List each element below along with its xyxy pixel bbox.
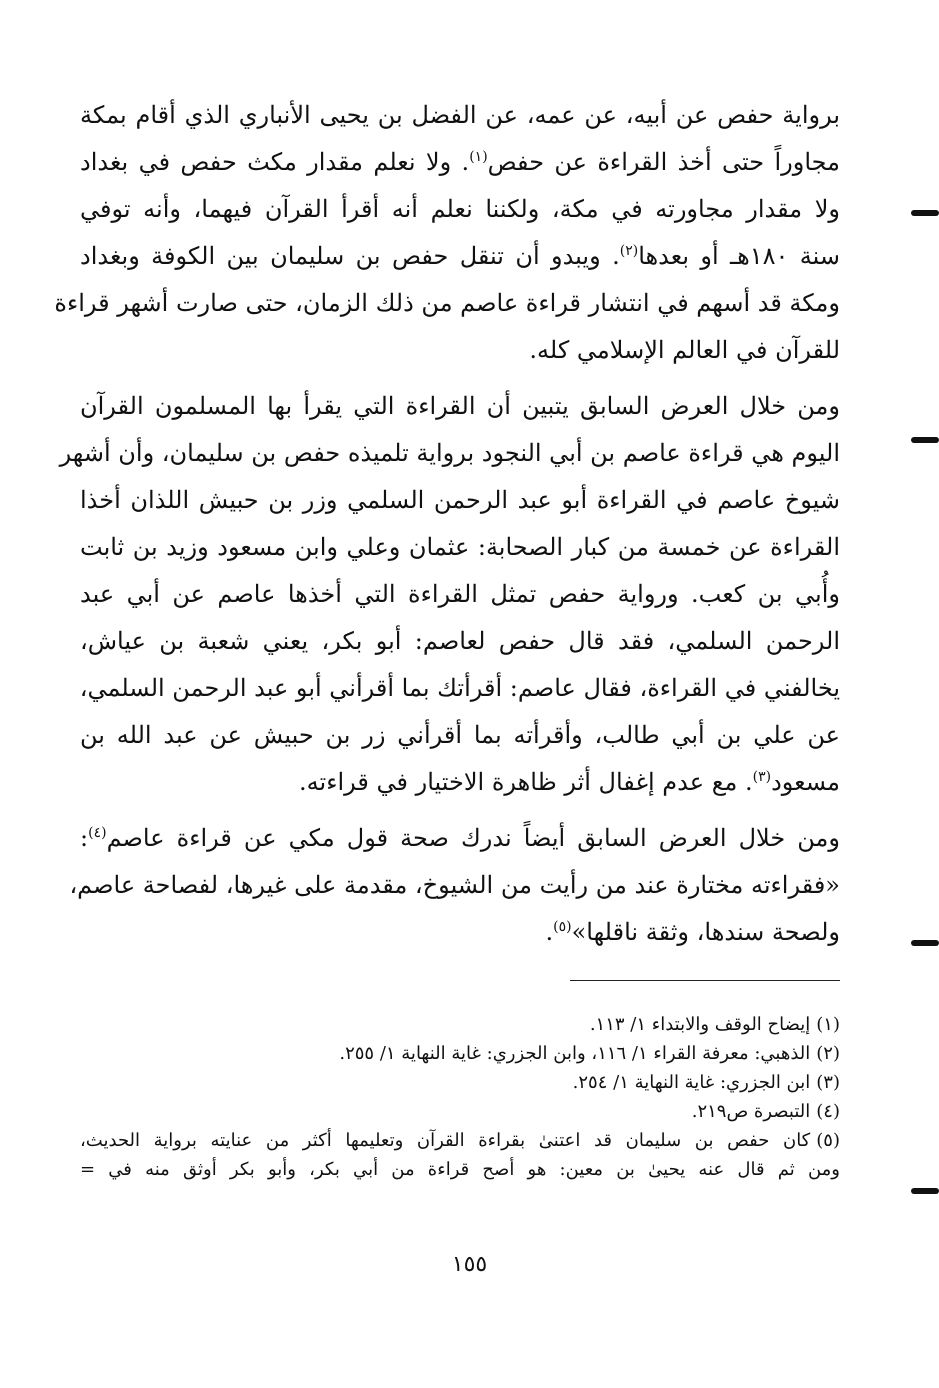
text-segment: . ويبدو أن تنقل حفص بن سليمان بين الكوفة وبغداد bbox=[80, 242, 620, 270]
footnote-number: (١) bbox=[816, 1014, 840, 1035]
footnote-ref: (٥) bbox=[553, 919, 572, 935]
text-line: وأُبي بن كعب. ورواية حفص تمثل القراءة التي أخذها عاصم عن أبي عبد bbox=[80, 580, 840, 608]
footnotes bbox=[80, 1010, 840, 1184]
footnote-ref: (٤) bbox=[88, 825, 107, 841]
footnote-number: (٥) bbox=[816, 1130, 840, 1151]
text-segment: ومن خلال العرض السابق أيضاً ندرك صحة قول مكي عن قراءة عاصم bbox=[106, 824, 840, 852]
footnote-item bbox=[80, 1068, 840, 1097]
footnote-item bbox=[80, 1097, 840, 1126]
text-line: يخالفني في القراءة، فقال عاصم: أقرأتك بما أقرأني أبو عبد الرحمن السلمي، bbox=[79, 674, 840, 702]
footnote-item bbox=[80, 1039, 840, 1068]
margin-mark bbox=[911, 210, 939, 216]
footnote-text: ابن الجزري: غاية النهاية ١/ ٢٥٤. bbox=[572, 1072, 811, 1093]
footnote-ref: (١) bbox=[469, 149, 488, 165]
text-line: «فقراءته مختارة عند من رأيت من الشيوخ، مقدمة على غيرها، لفصاحة عاصم، bbox=[69, 871, 840, 899]
text-segment: سنة ١٨٠هـ أو بعدها bbox=[638, 242, 841, 270]
text-segment: مجاوراً حتى أخذ القراءة عن حفص bbox=[487, 148, 840, 176]
footnote-ref: (٣) bbox=[752, 769, 772, 785]
footnote-text: الذهبي: معرفة القراء ١/ ١١٦، وابن الجزري: غاية النهاية ١/ ٢٥٥. bbox=[339, 1043, 811, 1064]
text-line bbox=[80, 815, 840, 862]
text-segment: ولصحة سندها، وثقة ناقلها» bbox=[571, 918, 840, 946]
text-line: للقرآن في العالم الإسلامي كله. bbox=[529, 336, 840, 364]
page-number: ١٥٥ bbox=[451, 1252, 488, 1277]
footnote-text: كان حفص بن سليمان قد اعتنىٰ بقراءة القرآن وتعليمها أكثر من عنايته برواية الحديث، bbox=[80, 1130, 811, 1151]
text-segment: . ولا نعلم مقدار مكث حفص في بغداد bbox=[80, 148, 470, 176]
text-line: ومن خلال العرض السابق يتبين أن القراءة التي يقرأ بها المسلمون القرآن bbox=[80, 392, 840, 420]
text-segment: . bbox=[545, 918, 554, 946]
margin-mark bbox=[911, 437, 939, 443]
margin-mark bbox=[911, 1188, 939, 1194]
margin-mark bbox=[911, 940, 939, 946]
footnote-item bbox=[80, 1126, 840, 1155]
text-line: ولا مقدار مجاورته في مكة، ولكننا نعلم أنه أقرأ القرآن فيهما، وأنه توفي bbox=[80, 195, 840, 223]
footnote-item bbox=[80, 1010, 840, 1039]
footnote-continuation: ومن ثم قال عنه يحيىٰ بن معين: هو أصح قراءة من أبي بكر، وأبو بكر أوثق منه في = bbox=[80, 1159, 840, 1180]
text-line: الرحمن السلمي، فقد قال حفص لعاصم: أبو بكر، يعني شعبة بن عياش، bbox=[80, 627, 840, 655]
text-line bbox=[80, 233, 840, 280]
text-line bbox=[80, 909, 840, 956]
text-line bbox=[80, 139, 840, 186]
footnote-text: إيضاح الوقف والابتداء ١/ ١١٣. bbox=[589, 1014, 811, 1035]
text-line: برواية حفص عن أبيه، عن عمه، عن الفضل بن يحيى الأنباري الذي أقام بمكة bbox=[80, 101, 840, 129]
text-line: اليوم هي قراءة عاصم بن أبي النجود برواية تلميذه حفص بن سليمان، وأن أشهر bbox=[59, 439, 840, 467]
footnote-number: (٣) bbox=[816, 1072, 840, 1093]
footnote-separator bbox=[570, 980, 840, 981]
footnote-number: (٢) bbox=[816, 1043, 840, 1064]
text-line: شيوخ عاصم في القراءة أبو عبد الرحمن السلمي وزر بن حبيش اللذان أخذا bbox=[80, 486, 840, 514]
footnote-ref: (٢) bbox=[619, 243, 639, 259]
text-line: عن علي بن أبي طالب، وأقرأته بما أقرأني زر بن حبيش عن عبد الله بن bbox=[80, 721, 840, 749]
text-line: القراءة عن خمسة من كبار الصحابة: عثمان وعلي وابن مسعود وزيد بن ثابت bbox=[80, 533, 840, 561]
text-line bbox=[80, 759, 840, 806]
main-text bbox=[54, 92, 841, 956]
text-segment: : bbox=[80, 824, 89, 852]
footnote-text: التبصرة ص٢١٩. bbox=[691, 1101, 811, 1122]
text-segment: . مع عدم إغفال أثر ظاهرة الاختيار في قراءته. bbox=[299, 768, 753, 796]
text-segment: مسعود bbox=[771, 768, 840, 796]
footnote-number: (٤) bbox=[816, 1101, 840, 1122]
text-line: ومكة قد أسهم في انتشار قراءة عاصم من ذلك الزمان، حتى صارت أشهر قراءة bbox=[54, 289, 840, 317]
